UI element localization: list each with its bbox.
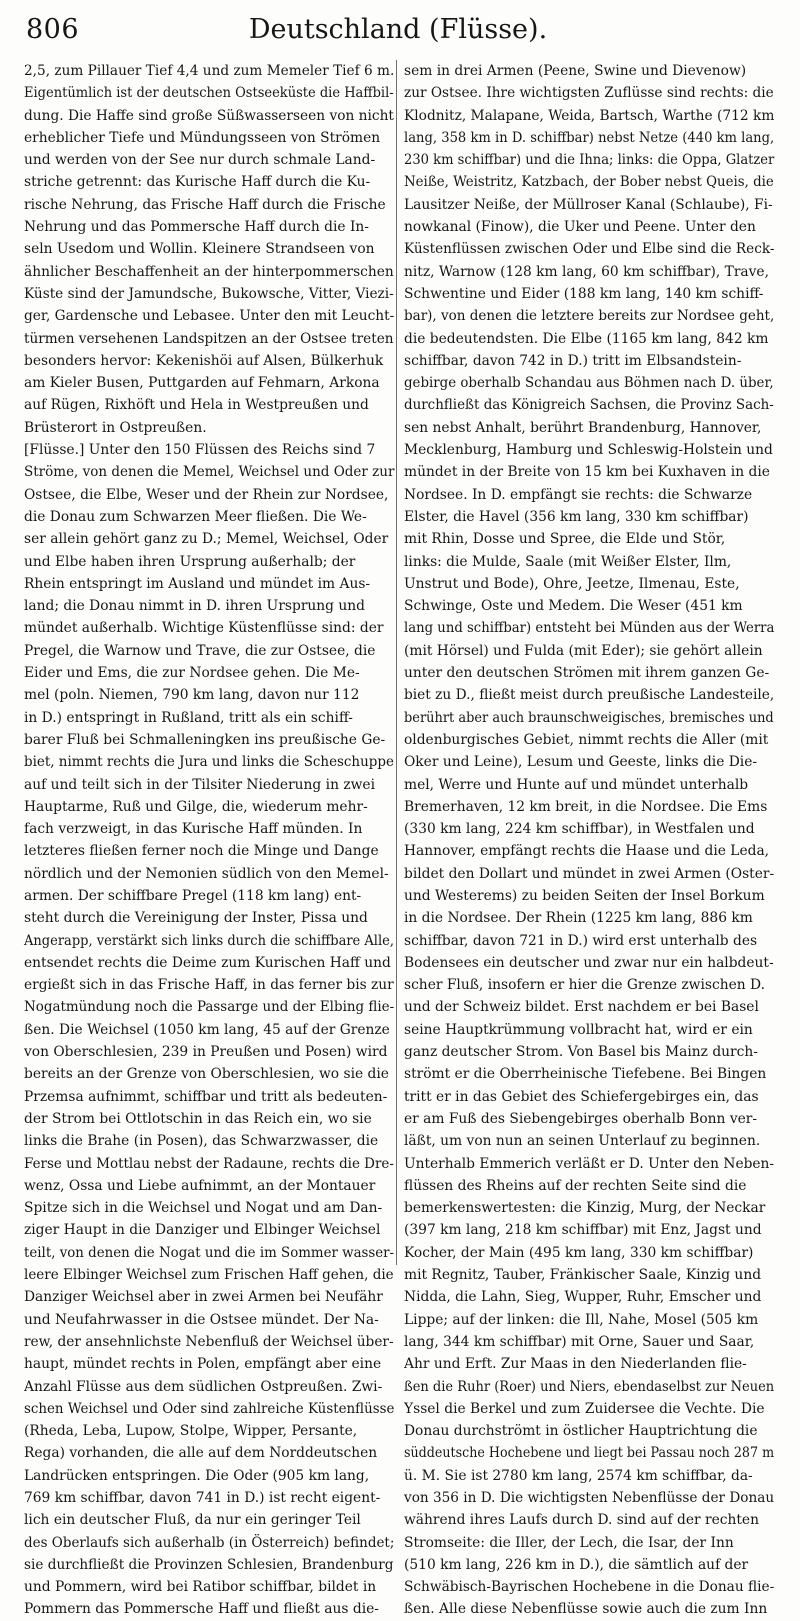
- text-line: Pommern das Pommersche Haff und fließt aus die-: [24, 1601, 379, 1618]
- text-line: ßen. Die Weichsel (1050 km lang, 45 auf der Grenze: [24, 1021, 390, 1038]
- text-line: ziger Haupt in die Danziger und Elbinger Weichsel: [24, 1222, 381, 1239]
- text-line: ergießt sich in das Frische Haff, in das ferner bis zur: [24, 977, 394, 994]
- text-line: ßen. Alle diese Nebenflüsse sowie auch die zum Inn: [404, 1601, 768, 1618]
- text-line: haupt, mündet rechts in Polen, empfängt aber eine: [24, 1356, 382, 1373]
- text-line: durchfließt das Königreich Sachsen, die Provinz Sach-: [404, 397, 774, 414]
- text-line: (330 km lang, 224 km schiffbar), in Westfalen und: [404, 821, 755, 838]
- text-line: biet zu D., fließt meist durch preußische Landesteile,: [404, 687, 775, 704]
- text-line: Brüsterort in Ostpreußen.: [24, 419, 207, 436]
- text-line: Anzahl Flüsse aus dem südlichen Ostpreußen. Zwi-: [24, 1378, 383, 1395]
- text-line: unter den deutschen Strömen mit ihrem ganzen Ge-: [404, 665, 770, 682]
- text-line: bar), von denen die letztere bereits zur Nordsee geht,: [404, 308, 775, 325]
- text-line: und Neufahrwasser in die Ostsee mündet. Der Na-: [24, 1311, 379, 1328]
- text-line: die Donau zum Schwarzen Meer fließen. Die We-: [24, 508, 367, 525]
- text-line: Nogatmündung noch die Passarge und der Elbing flie-: [24, 999, 395, 1016]
- text-line: Elster, die Havel (356 km lang, 330 km schiffbar): [404, 508, 749, 525]
- text-line: rew, der ansehnlichste Nebenfluß der Weichsel über-: [24, 1333, 394, 1350]
- text-line: Lausitzer Neiße, der Müllroser Kanal (Schlaube), Fi-: [404, 196, 773, 213]
- text-line: Nidda, die Lahn, Sieg, Wupper, Ruhr, Emscher und: [404, 1289, 762, 1306]
- text-line: Landrücken entspringen. Die Oder (905 km lang,: [24, 1467, 370, 1484]
- text-line: und Elbe haben ihren Ursprung außerhalb; der: [24, 553, 356, 570]
- text-line: Lippe; auf der linken: die Ill, Nahe, Mosel (505 km: [404, 1311, 759, 1328]
- text-line: Unterhalb Emmerich verläßt er D. Unter den Neben-: [404, 1155, 775, 1172]
- text-line: seln Usedom und Wollin. Kleinere Strandseen von: [24, 241, 375, 258]
- left-text-column: [24, 60, 396, 1621]
- text-line: sen nebst Anhalt, berührt Brandenburg, Hannover,: [404, 419, 762, 436]
- text-line: bildet den Dollart und mündet in zwei Armen (Oster-: [404, 865, 774, 882]
- text-line: Ströme, von denen die Memel, Weichsel und Oder zur: [24, 464, 395, 481]
- text-line: Unstrut und Bode), Ohre, Jeetze, Ilmenau, Este,: [404, 575, 740, 592]
- text-line: Stromseite: die Iller, der Lech, die Isar, der Inn: [404, 1534, 734, 1551]
- text-line: Kocher, der Main (495 km lang, 330 km schiffbar): [404, 1244, 754, 1261]
- text-line: und der Schweiz bildet. Erst nachdem er bei Basel: [404, 999, 759, 1016]
- text-line: Rhein entspringt im Ausland und mündet im Aus-: [24, 575, 371, 592]
- text-line: auf Rügen, Rixhöft und Hela in Westpreußen und: [24, 397, 369, 414]
- text-line: am Kieler Busen, Puttgarden auf Fehmarn, Arkona: [24, 375, 380, 392]
- text-line: Spitze sich in die Weichsel und Nogat und am Dan-: [24, 1200, 383, 1217]
- text-line: Angerapp, verstärkt sich links durch die schiffbare Alle,: [24, 932, 394, 949]
- text-line: Yssel die Berkel und zum Zuidersee die Vechte. Die: [404, 1400, 765, 1417]
- text-line: der Strom bei Ottlotschin in das Reich ein, wo sie: [24, 1110, 372, 1127]
- text-line: barer Fluß bei Schmalleningken ins preußische Ge-: [24, 731, 386, 748]
- text-line: des Oberlaufs sich außerhalb (in Österreich) befindet;: [24, 1534, 395, 1551]
- text-line: strömt er die Oberrheinische Tiefebene. Bei Bingen: [404, 1066, 767, 1083]
- text-line: ganz deutscher Strom. Von Basel bis Mainz durch-: [404, 1044, 758, 1061]
- page-header: [26, 14, 770, 50]
- right-text-column: [404, 60, 776, 1621]
- text-line: lang und schiffbar) entsteht bei Münden aus der Werra: [404, 620, 775, 637]
- text-line: nitz, Warnow (128 km lang, 60 km schiffbar), Trave,: [404, 263, 769, 280]
- text-line: nowkanal (Finow), die Uker und Peene. Unter den: [404, 219, 756, 236]
- text-line: wenz, Ossa und Liebe aufnimmt, an der Montauer: [24, 1177, 376, 1194]
- text-line: mit Regnitz, Tauber, Fränkischer Saale, Kinzig und: [404, 1267, 762, 1284]
- text-line: links die Brahe (in Posen), das Schwarzwasser, die: [24, 1133, 379, 1150]
- text-line: lang, 358 km in D. schiffbar) nebst Netze (440 km lang,: [404, 129, 775, 146]
- text-line: Schwäbisch-Bayrischen Hochebene in die Donau flie-: [404, 1579, 775, 1596]
- text-line: links: die Mulde, Saale (mit Weißer Elster, Ilm,: [404, 553, 732, 570]
- text-line: teilt, von denen die Nogat und die im Sommer wasser-: [24, 1244, 395, 1261]
- text-line: schiffbar, davon 742 in D.) tritt im Elbsandstein-: [404, 352, 742, 369]
- text-line: oldenburgisches Gebiet, nimmt rechts die Aller (mit: [404, 731, 769, 748]
- text-line: bereits an der Grenze von Oberschlesien, wo sie die: [24, 1066, 389, 1083]
- text-line: Klodnitz, Malapane, Weida, Bartsch, Warthe (712 km: [404, 107, 775, 124]
- text-line: mit Rhin, Dosse und Spree, die Elde und Stör,: [404, 531, 726, 548]
- text-line: mündet außerhalb. Wichtige Küstenflüsse sind: der: [24, 620, 384, 637]
- text-line: scher Fluß, insofern er hier die Grenze zwischen D.: [404, 977, 765, 994]
- text-line: Eigentümlich ist der deutschen Ostseeküste die Haffbil-: [24, 85, 394, 102]
- text-line: steht durch die Vereinigung der Inster, Pissa und: [24, 910, 368, 927]
- text-line: und Pommern, wird bei Ratibor schiffbar, bildet in: [24, 1579, 377, 1596]
- text-line: ger, Gardensche und Lebasee. Unter den mit Leucht-: [24, 308, 395, 325]
- text-line: berührt aber auch braunschweigisches, bremisches und: [404, 709, 774, 726]
- text-line: striche getrennt: das Kurische Haff durch die Ku-: [24, 174, 371, 191]
- text-line: bemerkenswertesten: die Kinzig, Murg, der Neckar: [404, 1200, 766, 1217]
- text-line: mel, Werre und Hunte auf und mündet unterhalb: [404, 776, 749, 793]
- text-line: Rega) vorhanden, die alle auf dem Norddeutschen: [24, 1445, 378, 1462]
- text-line: ser allein gehört ganz zu D.; Memel, Weichsel, Oder: [24, 531, 389, 548]
- text-line: Ferse und Mottlau nebst der Radaune, rechts die Dre-: [24, 1155, 394, 1172]
- text-line: während ihres Laufs durch D. sind auf der rechten: [404, 1512, 759, 1529]
- text-line: leere Elbinger Weichsel zum Frischen Haff gehen, die: [24, 1267, 394, 1284]
- text-line: 769 km schiffbar, davon 741 in D.) ist recht eigent-: [24, 1490, 381, 1506]
- text-line: seine Hauptkrümmung vollbracht hat, wird er ein: [404, 1021, 753, 1038]
- text-line: süddeutsche Hochebene und liegt bei Passau noch 287 m: [404, 1445, 775, 1462]
- text-line: Donau durchströmt in östlicher Hauptrichtung die: [404, 1423, 758, 1440]
- text-line: 2,5, zum Pillauer Tief 4,4 und zum Memeler Tief 6 m.: [24, 63, 395, 79]
- text-line: Schwinge, Oste und Medem. Die Weser (451 km: [404, 598, 743, 615]
- text-line: Schwentine und Eider (188 km lang, 140 km schiff-: [404, 285, 764, 302]
- text-line: Danziger Weichsel aber in zwei Armen bei Neufähr: [24, 1289, 383, 1306]
- text-line: entsendet rechts die Deime zum Kurischen Haff und: [24, 954, 391, 971]
- text-line: Bodensees ein deutscher und zwar nur ein halbdeut-: [404, 954, 774, 971]
- text-line: (510 km lang, 226 km in D.), die sämtlich auf der: [404, 1556, 749, 1573]
- text-line: (mit Hörsel) und Fulda (mit Eder); sie gehört allein: [404, 642, 763, 659]
- text-line: Nehrung und das Pommersche Haff durch die In-: [24, 219, 369, 236]
- text-line: Przemsa aufnimmt, schiffbar und tritt als bedeuten-: [24, 1088, 388, 1105]
- text-line: in die Nordsee. Der Rhein (1225 km lang, 886 km: [404, 910, 753, 927]
- column-divider: [396, 60, 397, 1265]
- text-line: zur Ostsee. Ihre wichtigsten Zuflüsse sind rechts: die: [404, 85, 774, 102]
- text-line: die bedeutendsten. Die Elbe (1165 km lang, 842 km: [404, 330, 769, 347]
- text-line: er am Fuß des Siebengebirges oberhalb Bonn ver-: [404, 1110, 758, 1127]
- text-line: Hauptarme, Ruß und Gilge, die, wiederum mehr-: [24, 798, 368, 815]
- text-line: erheblicher Tiefe und Mündungsseen von Strömen: [24, 129, 381, 146]
- text-line: mel (poln. Niemen, 790 km lang, davon nur 112: [24, 687, 360, 704]
- text-line: Pregel, die Warnow und Trave, die zur Ostsee, die: [24, 642, 376, 659]
- text-line: sem in drei Armen (Peene, Swine und Dievenow): [404, 63, 747, 79]
- text-line: ähnlicher Beschaffenheit an der hinterpommerschen: [24, 263, 394, 280]
- text-line: schiffbar, davon 721 in D.) wird erst unterhalb des: [404, 932, 758, 949]
- text-line: mündet in der Breite von 15 km bei Kuxhaven in die: [404, 464, 770, 481]
- text-line: (Rheda, Leba, Lupow, Stolpe, Wipper, Persante,: [24, 1423, 358, 1440]
- text-line: Mecklenburg, Hamburg und Schleswig-Holstein und: [404, 442, 773, 459]
- text-line: [Flüsse.] Unter den 150 Flüssen des Reichs sind 7: [24, 442, 376, 459]
- text-line: (397 km lang, 218 km schiffbar) mit Enz, Jagst und: [404, 1222, 762, 1239]
- text-line: schen Weichsel und Oder sind zahlreiche Küstenflüsse: [24, 1400, 395, 1417]
- text-line: 230 km schiffbar) und die Ihna; links: die Oppa, Glatzer: [404, 152, 775, 169]
- text-line: land; die Donau nimmt in D. ihren Ursprung und: [24, 598, 366, 615]
- text-line: Ahr und Erft. Zur Maas in den Niederlanden flie-: [404, 1356, 747, 1373]
- text-line: Küstenflüssen zwischen Oder und Elbe sind die Reck-: [404, 241, 775, 258]
- text-line: fach verzweigt, in das Kurische Haff münden. In: [24, 821, 363, 838]
- text-line: ßen die Ruhr (Roer) und Niers, ebendaselbst zur Neuen: [404, 1378, 775, 1395]
- text-line: Nordsee. In D. empfängt sie rechts: die Schwarze: [404, 486, 753, 503]
- text-line: Neiße, Weistritz, Katzbach, der Bober nebst Queis, die: [404, 174, 774, 191]
- text-line: dung. Die Haffe sind große Süßwasserseen von nicht: [24, 107, 394, 124]
- text-line: Oker und Leine), Lesum und Geeste, links die Die-: [404, 754, 758, 771]
- text-line: nördlich und der Nemonien südlich von den Memel-: [24, 865, 389, 882]
- text-line: biet, nimmt rechts die Jura und links die Scheschuppe: [24, 754, 394, 771]
- text-line: ü. M. Sie ist 2780 km lang, 2574 km schiffbar, da-: [404, 1467, 753, 1484]
- text-line: armen. Der schiffbare Pregel (118 km lang) ent-: [24, 887, 362, 904]
- text-line: in D.) entspringt in Rußland, tritt als ein schiff-: [24, 709, 353, 726]
- text-line: läßt, um von nun an seinen Unterlauf zu beginnen.: [404, 1133, 761, 1150]
- text-line: flüssen des Rheins auf der rechten Seite sind die: [404, 1177, 747, 1194]
- running-title: Deutschland (Flüsse).: [248, 14, 548, 45]
- text-line: und Westerems) zu beiden Seiten der Insel Borkum: [404, 887, 765, 904]
- text-line: türmen versehenen Landspitzen an der Ostsee treten: [24, 330, 394, 347]
- text-line: sie durchfließt die Provinzen Schlesien, Brandenburg: [24, 1556, 394, 1573]
- text-line: Küste sind der Jamundsche, Bukowsche, Vitter, Viezi-: [24, 285, 394, 302]
- text-line: Bremerhaven, 12 km breit, in die Nordsee. Die Ems: [404, 798, 768, 815]
- text-line: lich ein deutscher Fluß, da nur ein geringer Teil: [24, 1512, 361, 1529]
- page-number: 806: [26, 14, 80, 45]
- text-line: auf und teilt sich in der Tilsiter Niederung in zwei: [24, 776, 375, 793]
- text-line: rische Nehrung, das Frische Haff durch die Frische: [24, 196, 386, 213]
- text-line: Eider und Ems, die zur Nordsee gehen. Die Me-: [24, 665, 360, 682]
- text-line: Ostsee, die Elbe, Weser und der Rhein zur Nordsee,: [24, 486, 389, 503]
- text-line: tritt er in das Gebiet des Schiefergebirges ein, das: [404, 1088, 759, 1105]
- text-line: besonders hervor: Kekenishöi auf Alsen, Bülkerhuk: [24, 352, 384, 369]
- text-line: letzteres fließen ferner noch die Minge und Dange: [24, 843, 379, 860]
- text-line: Hannover, empfängt rechts die Haase und die Leda,: [404, 843, 770, 860]
- text-line: und werden von der See nur durch schmale Land-: [24, 152, 376, 169]
- text-line: lang, 344 km schiffbar) mit Orne, Sauer und Saar,: [404, 1333, 755, 1350]
- text-line: von Oberschlesien, 239 in Preußen und Posen) wird: [24, 1044, 388, 1061]
- text-line: von 356 in D. Die wichtigsten Nebenflüsse der Donau: [404, 1490, 775, 1506]
- text-line: gebirge oberhalb Schandau aus Böhmen nach D. über,: [404, 375, 774, 392]
